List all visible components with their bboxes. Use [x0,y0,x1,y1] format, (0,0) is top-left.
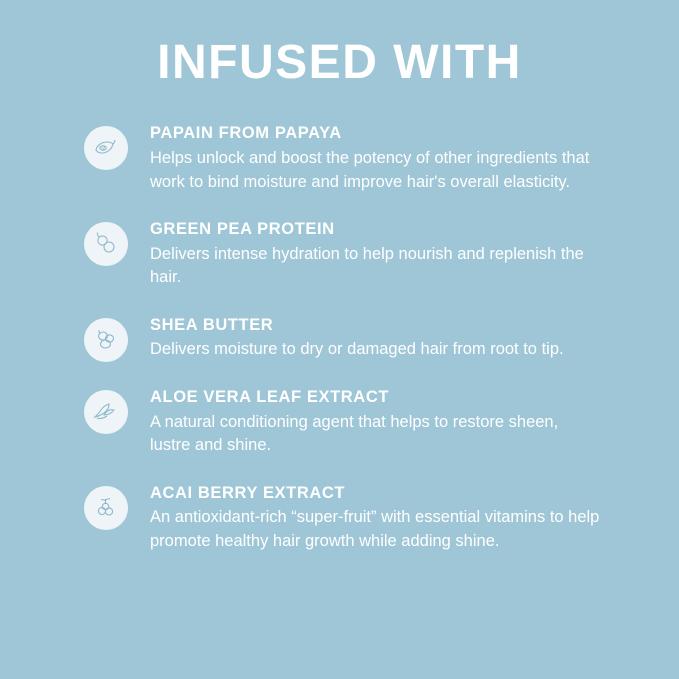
list-item-text [150,484,600,554]
ingredient-description: Delivers moisture to dry or damaged hair from root to tip. [150,340,564,359]
list-item-text [150,388,600,458]
pea-pod-icon [84,222,128,266]
ingredient-list [0,124,679,553]
ingredient-description: An antioxidant-rich “super-fruit” with essential vitamins to help promote healthy hair growth while adding shine. [150,508,600,550]
list-item-text [150,124,600,194]
list-item-text [150,220,600,290]
ingredient-description: Delivers intense hydration to help nourish and replenish the hair. [150,244,584,287]
ingredient-description: A natural conditioning agent that helps to restore sheen, lustre and shine. [150,412,559,455]
ingredient-title: GREEN PEA PROTEIN [150,220,335,239]
acai-berry-icon [84,486,128,530]
shea-nut-icon [84,318,128,362]
ingredient-title: ALOE VERA LEAF EXTRACT [150,387,390,406]
ingredient-title: SHEA BUTTER [150,315,274,334]
aloe-leaf-icon [84,390,128,434]
list-item [84,484,609,554]
ingredient-title: ACAI BERRY EXTRACT [150,483,346,502]
list-item [84,388,609,458]
list-item-text [150,316,564,362]
ingredient-description: Helps unlock and boost the potency of other ingredients that work to bind moisture and improve hair's overall elasticity. [150,149,590,191]
page-title: INFUSED WITH [157,36,522,89]
ingredient-title: PAPAIN FROM PAPAYA [150,124,342,143]
list-item [84,220,609,290]
list-item [84,124,609,194]
papaya-icon [84,126,128,170]
list-item [84,316,609,362]
